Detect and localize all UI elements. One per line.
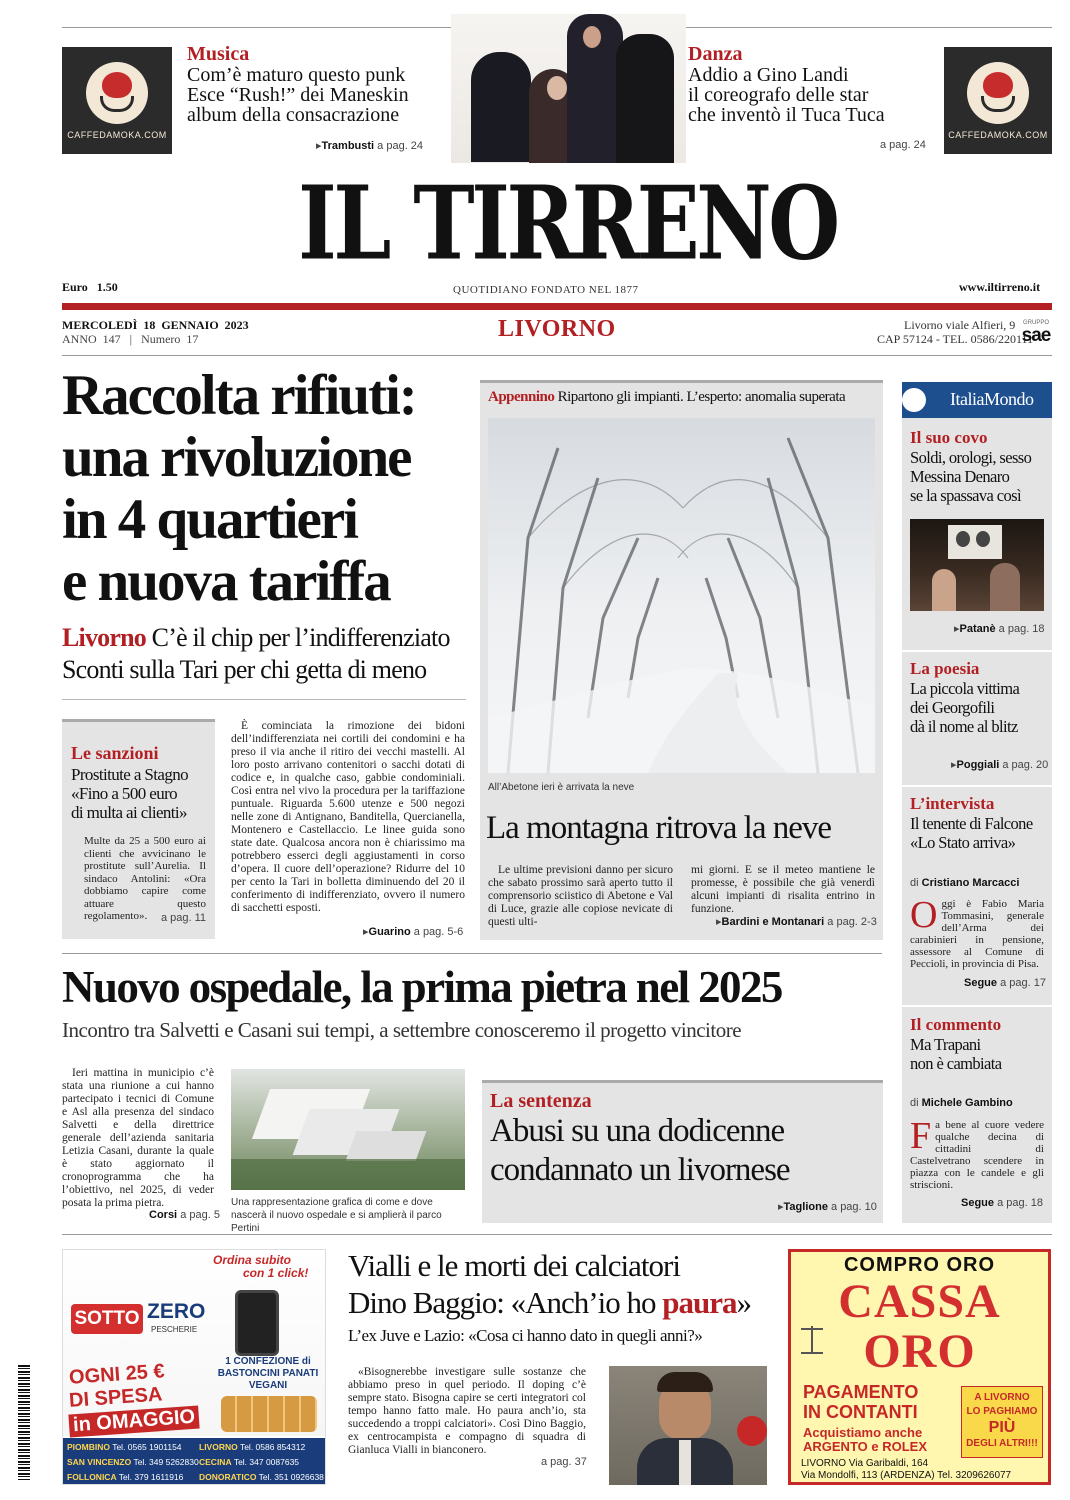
box-title-line: Prostitute a Stagno xyxy=(71,765,189,784)
lead-body: È cominciata la rimozione dei bidoni dell’indifferenziata nei cortili dei condomini e ha preso il via anche il ritiro dei vecchi mastelli. Al loro posto arrivano contenitori o sacchi dotati di codice e, in qualche caso, gabbie condominiali. Così entra nel vivo la procedura per la tariffazione puntuale. Riguarda 5.600 utenze e 500 negozi nelle zone di Antignano, Banditella, Quercianella, Montenero e Castellaccio. Le linee guida sono state date. Qualcosa ancora non è chiarissimo ma potrebbero esserci degli aggiustamenti in corso d’opera. Il cuore dell’operazione? Ridurre del 10 per cento la Tari in bolletta diminuendo del 20 il conferimento di indifferenziato, ovvero il numero di sacchetti esposti. xyxy=(231,720,465,914)
masthead-rule xyxy=(62,303,1052,310)
ad-cassa-oro[interactable] xyxy=(788,1249,1051,1485)
sentenza-ref[interactable]: ▸Taglione a pag. 10 xyxy=(778,1201,877,1213)
ad-address-line: Via Mondolfi, 113 (ARDENZA) Tel. 3209626077 xyxy=(801,1470,1012,1481)
headline-line: in 4 quartieri xyxy=(62,488,357,551)
byline-prefix: di xyxy=(910,1097,922,1109)
shop-town: LIVORNO xyxy=(199,1442,238,1452)
sidebar-kicker: Il suo covo xyxy=(910,428,988,447)
group-label: GRUPPO xyxy=(1022,320,1049,326)
box-kicker: Le sanzioni xyxy=(71,743,159,763)
page-ref: a pag. 20 xyxy=(1002,759,1049,771)
page-ref: a pag. 24 xyxy=(377,140,424,152)
author: Taglione xyxy=(783,1201,828,1213)
teaser-line: che inventò il Tuca Tuca xyxy=(688,104,885,126)
sidebar-body: ggi è Fabio Maria Tommasini, generale dell’Arma dei carabinieri in pensione, assessore al Comune di Peccioli, in provincia di Pisa. xyxy=(910,898,1044,970)
sidebar-title-line: Ma Trapani xyxy=(910,1035,981,1054)
sidebar-body: a bene al cuore vedere qualche decina di cittadini di Castelvetrano scendere in piazza con le candele e gli striscioni. xyxy=(910,1119,1044,1191)
group-logo xyxy=(1020,320,1052,350)
coffee-cup-icon xyxy=(967,62,1029,124)
sidebar-title xyxy=(910,448,1050,505)
ad-caption: CAFFEDAMOKA.COM xyxy=(948,129,1048,140)
appennino-body-right: mi giorni. E se il meteo mantiene le promesse, è possibile che già venerdì alcuni impianti di risalita entrino in funzione. xyxy=(691,864,875,915)
phone-icon xyxy=(235,1290,279,1356)
lead-ref[interactable]: ▸Guarino a pag. 5-6 xyxy=(363,926,464,938)
sidebar-item-commento[interactable] xyxy=(910,1015,1050,1073)
website-link[interactable]: www.iltirreno.it xyxy=(959,280,1041,294)
sidebar-ref[interactable]: ▸Patanè a pag. 18 xyxy=(954,623,1045,635)
box-title-line: di multa ai clienti» xyxy=(71,803,187,822)
shop-entry xyxy=(199,1456,326,1469)
shop-town: SAN VINCENZO xyxy=(67,1457,132,1467)
ad-promo-line: PIÙ xyxy=(988,1419,1016,1436)
section-title: ItaliaMondo xyxy=(950,389,1034,409)
page-ref[interactable]: a pag. 11 xyxy=(160,912,206,924)
box-title xyxy=(71,765,216,822)
page-ref: a pag. 17 xyxy=(1000,977,1046,989)
byline-name: Cristiano Marcacci xyxy=(921,877,1020,889)
hospital-ref[interactable] xyxy=(149,1209,220,1221)
sidebar-item-poesia[interactable] xyxy=(910,659,1050,736)
shop-phone: Tel. 349 5262830 xyxy=(133,1457,199,1467)
barcode xyxy=(18,1365,30,1480)
ad-top: COMPRO ORO xyxy=(843,1254,996,1276)
vialli-body: «Bisognerebbe investigare sulle sostanze che abbiamo preso in quel periodo. Il doping c’è sempre stato. Bisogna capire se certi integratori col tempo hanno fatto male. Ho paura anch’io, sta succedendo a troppi calciatori». Così Dino Baggio, ex centrocampista e compagno di squadra di Gianluca Vialli in bianconero. xyxy=(348,1366,586,1456)
vialli-headline[interactable] xyxy=(348,1247,773,1321)
appennino-body-left: Le ultime previsioni danno per sicuro che sabato prossimo sarà aperto tutto il comprensorio sciistico di Abetone e Val di Luce, grazie alle copiose nevicate di questi ulti- xyxy=(488,864,673,928)
ad-caffedamoka-right[interactable] xyxy=(944,47,1052,154)
shop-entry xyxy=(67,1441,199,1454)
byline xyxy=(910,877,1019,889)
shop-entry xyxy=(67,1471,199,1484)
sidebar-title-line: dà il nome al blitz xyxy=(910,717,1018,736)
teaser-line: Esce “Rush!” dei Maneskin xyxy=(187,84,409,106)
dropcap: F xyxy=(910,1115,932,1157)
offer-line: OGNI 25 € xyxy=(68,1360,166,1389)
teaser-danza[interactable] xyxy=(688,43,928,125)
headline-emphasis: paura xyxy=(662,1285,737,1320)
author: Trambusti xyxy=(321,140,375,152)
appennino-ref[interactable]: ▸Bardini e Montanari a pag. 2-3 xyxy=(716,916,877,928)
page-ref: a pag. 2-3 xyxy=(827,916,877,928)
shop-phone: Tel. 351 0926638 xyxy=(258,1472,324,1482)
covo-photo xyxy=(910,519,1044,611)
brand-zero: ZERO xyxy=(147,1300,206,1323)
lead-kicker: Livorno xyxy=(62,623,146,652)
hospital-render xyxy=(231,1069,465,1190)
shop-phone: Tel. 347 0087635 xyxy=(233,1457,300,1467)
baggio-photo xyxy=(609,1366,767,1485)
page-ref: a pag. 18 xyxy=(997,1197,1043,1209)
appennino-teaser-text: Ripartono gli impianti. L’esperto: anomalia superata xyxy=(554,389,846,405)
sidebar-title xyxy=(910,814,1050,852)
italiamondo-header[interactable] xyxy=(902,382,1052,418)
ad-pay-line: PAGAMENTO xyxy=(803,1382,919,1402)
sidebar-kicker: Il commento xyxy=(910,1015,1002,1034)
teaser-kicker: Danza xyxy=(688,43,743,65)
shop-town: PIOMBINO xyxy=(67,1442,110,1452)
ad-order-line: con 1 click! xyxy=(243,1266,309,1280)
headline-part: » xyxy=(736,1285,751,1320)
box-kicker: La sentenza xyxy=(490,1090,592,1112)
group-name: sae xyxy=(1021,325,1051,346)
headline-line: e nuova tariffa xyxy=(62,550,390,613)
sentenza-title-line: condannato un livornese xyxy=(490,1152,790,1188)
shop-list xyxy=(63,1438,326,1485)
ad-buy-line: Acquistiamo anche xyxy=(803,1425,923,1440)
byline xyxy=(910,1097,1013,1109)
vialli-headline-line: Vialli e le morti dei calciatori xyxy=(348,1248,680,1283)
address-line: CAP 57124 - TEL. 0586/220111 xyxy=(877,332,1034,346)
headline-line: una rivoluzione xyxy=(62,426,411,489)
author: Poggiali xyxy=(956,759,1000,771)
snow-forest-illustration xyxy=(488,418,875,773)
appennino-headline: La montagna ritrova la neve xyxy=(486,810,832,846)
ad-order xyxy=(213,1254,308,1280)
page-ref: a pag. 5 xyxy=(180,1209,220,1221)
hospital-body: Ieri mattina in municipio c’è stata una riunione a cui hanno partecipato i tecnici di Comune e Asl alla presenza del sindaco Salvetti e della direttrice generale dell’azienda sanitaria Letizia Casani, durante la quale è stato aggiornato il cronoprogramma che ha l’obiettivo, nel 2025, di veder posata la prima pietra. xyxy=(62,1067,214,1209)
ad-promo-line: A LIVORNO xyxy=(974,1392,1030,1403)
box-title-line: «Fino a 500 euro xyxy=(71,784,178,803)
teaser-kicker: Musica xyxy=(187,43,250,65)
teaser-ref[interactable]: a pag. 24 xyxy=(880,139,926,151)
author: Corsi xyxy=(149,1209,178,1221)
sidebar-title-line: se la spassava così xyxy=(910,486,1021,505)
appennino-teaser xyxy=(488,389,883,406)
lead-headline[interactable] xyxy=(62,365,472,613)
sentenza-title-line: Abusi su una dodicenne xyxy=(490,1113,785,1149)
sidebar-title xyxy=(910,1035,1050,1073)
shop-town: CECINA xyxy=(199,1457,232,1467)
headline-part: Dino Baggio: «Anch’io ho xyxy=(348,1285,663,1320)
ad-promo-line: DEGLI ALTRI!!! xyxy=(966,1438,1038,1449)
dropcap: O xyxy=(910,894,938,936)
sentenza-title xyxy=(490,1112,790,1190)
offer-banner xyxy=(68,1360,209,1437)
teaser-ref[interactable]: ▸Trambusti a pag. 24 xyxy=(316,140,424,152)
commento-body xyxy=(910,1115,1044,1191)
ad-buy-line: ARGENTO e ROLEX xyxy=(803,1439,928,1454)
hospital-subhead: Incontro tra Salvetti e Casani sui tempi, a settembre conosceremo il progetto vincitore xyxy=(62,1018,742,1042)
lead-sub1: C’è il chip per l’indifferenziato xyxy=(145,623,450,652)
more-label: Segue xyxy=(964,977,998,989)
ad-address xyxy=(801,1458,1011,1482)
author: Bardini e Montanari xyxy=(721,916,825,928)
fish-sticks-photo xyxy=(221,1396,317,1432)
ad-promo-line: LO PAGHIAMO xyxy=(966,1406,1038,1417)
sidebar-item-intervista[interactable] xyxy=(910,794,1050,852)
page-ref: a pag. 18 xyxy=(998,623,1045,635)
sentenza-box[interactable] xyxy=(482,1080,883,1223)
offer-line: DI SPESA xyxy=(68,1383,164,1412)
appennino-box[interactable] xyxy=(480,380,883,940)
shop-phone: Tel. 0565 1901154 xyxy=(112,1442,182,1452)
teaser-line: il coreografo delle star xyxy=(688,84,869,106)
ad-pay xyxy=(803,1382,918,1422)
vialli-subhead: L’ex Juve e Lazio: «Cosa ci hanno dato in quegli anni?» xyxy=(348,1326,703,1345)
sidebar-ref[interactable] xyxy=(964,977,1046,989)
sidebar-title-line: dei Georgofili xyxy=(910,698,995,717)
sidebar-kicker: La poesia xyxy=(910,659,980,678)
sidebar-title xyxy=(910,679,1050,736)
gift-line: BASTONCINI PANATI xyxy=(217,1368,319,1379)
issue-number: ANNO 147 | Numero 17 xyxy=(62,332,199,346)
lead-subhead xyxy=(62,622,482,686)
teaser-line: Com’è maturo questo punk xyxy=(187,64,406,86)
page-ref: a pag. 10 xyxy=(831,1201,877,1213)
sidebar-title-line: Messina Denaro xyxy=(910,467,1010,486)
sidebar-title-line: Soldi, orologi, sesso xyxy=(910,448,1032,467)
ad-order-line: Ordina subito xyxy=(213,1253,291,1267)
shop-phone: Tel. 379 1611916 xyxy=(118,1472,184,1482)
gift-text xyxy=(213,1356,323,1392)
teaser-line: Addio a Gino Landi xyxy=(688,64,849,86)
teaser-musica[interactable] xyxy=(187,43,437,125)
byline-prefix: di xyxy=(910,877,922,889)
ad-brand: ORO xyxy=(863,1325,976,1378)
photo-caption: All’Abetone ieri è arrivata la neve xyxy=(488,782,635,793)
author: Patanè xyxy=(959,623,996,635)
headline-line: Raccolta rifiuti: xyxy=(62,364,416,427)
page-ref: a pag. 5-6 xyxy=(413,926,464,938)
sottozero-logo xyxy=(71,1298,207,1340)
gift-line: VEGANI xyxy=(248,1380,288,1391)
snow-road-photo xyxy=(488,418,875,773)
ad-brand: CASSA xyxy=(838,1275,1001,1328)
shop-town: FOLLONICA xyxy=(67,1472,117,1482)
intervista-body xyxy=(910,894,1044,970)
shop-entry xyxy=(199,1471,326,1484)
ad-pay-line: IN CONTANTI xyxy=(803,1402,918,1422)
ad-caffedamoka-left[interactable] xyxy=(62,47,172,154)
shop-town: DONORATICO xyxy=(199,1472,257,1482)
offer-line: in OMAGGIO xyxy=(68,1405,200,1437)
sidebar-title-line: Il tenente di Falcone xyxy=(910,814,1033,833)
shop-entry xyxy=(199,1441,326,1454)
coffee-cup-icon xyxy=(86,62,148,124)
author: Guarino xyxy=(368,926,411,938)
section-icon xyxy=(902,388,926,412)
brand-sotto: SOTTO xyxy=(71,1304,143,1334)
byline-name: Michele Gambino xyxy=(921,1097,1013,1109)
hospital-caption: Una rappresentazione grafica di come e dove nascerà il nuovo ospedale e si amplierà il parco Pertini xyxy=(231,1197,442,1234)
address-line: Livorno viale Alfieri, 9 xyxy=(904,318,1016,332)
sidebar-title-line: La piccola vittima xyxy=(910,679,1020,698)
ad-sottozero[interactable] xyxy=(62,1249,326,1485)
vialli-headline-line xyxy=(348,1284,773,1321)
hospital-headline[interactable]: Nuovo ospedale, la prima pietra nel 2025 xyxy=(62,962,782,1012)
ad-promo xyxy=(961,1386,1043,1458)
ad-caption: CAFFEDAMOKA.COM xyxy=(67,129,167,140)
masthead-title: IL TIRRENO xyxy=(298,164,837,283)
scale-icon xyxy=(801,1324,823,1354)
teaser-line: album della consacrazione xyxy=(187,104,400,126)
edition-name: LIVORNO xyxy=(498,316,616,342)
ad-address-line: LIVORNO Via Garibaldi, 164 xyxy=(801,1458,929,1469)
price: Euro 1.50 xyxy=(62,280,118,294)
vialli-ref[interactable]: a pag. 37 xyxy=(541,1456,587,1468)
masthead-subtitle: QUOTIDIANO FONDATO NEL 1877 xyxy=(453,284,639,296)
sidebar-title-line: «Lo Stato arriva» xyxy=(910,833,1016,852)
more-label: Segue xyxy=(961,1197,995,1209)
shop-phone: Tel. 0586 854312 xyxy=(239,1442,306,1452)
issue-date: MERCOLEDÌ 18 GENNAIO 2023 xyxy=(62,318,249,332)
shop-entry xyxy=(67,1456,199,1469)
sidebar-ref[interactable] xyxy=(961,1197,1043,1209)
maneskin-photo xyxy=(451,14,686,163)
sidebar-kicker: L’intervista xyxy=(910,794,995,813)
lead-sub2: Sconti sulla Tari per chi getta di meno xyxy=(62,655,427,684)
sidebar-ref[interactable]: ▸Poggiali a pag. 20 xyxy=(951,759,1049,771)
sanzioni-box[interactable] xyxy=(62,719,215,939)
brand-pescherie: PESCHERIE xyxy=(151,1325,198,1334)
box-body: Multe da 25 a 500 euro ai clienti che avvicinano le prostitute sull’Aurelia. Il sindaco Antolini: «Ora dobbiamo capire come attuare questo regolamento». xyxy=(84,835,206,922)
sidebar-item-covo[interactable] xyxy=(910,428,1050,505)
sidebar-title-line: non è cambiata xyxy=(910,1054,1002,1073)
appennino-kicker: Appennino xyxy=(488,389,555,405)
ad-buy xyxy=(803,1426,927,1454)
gift-line: 1 CONFEZIONE di xyxy=(225,1356,311,1367)
